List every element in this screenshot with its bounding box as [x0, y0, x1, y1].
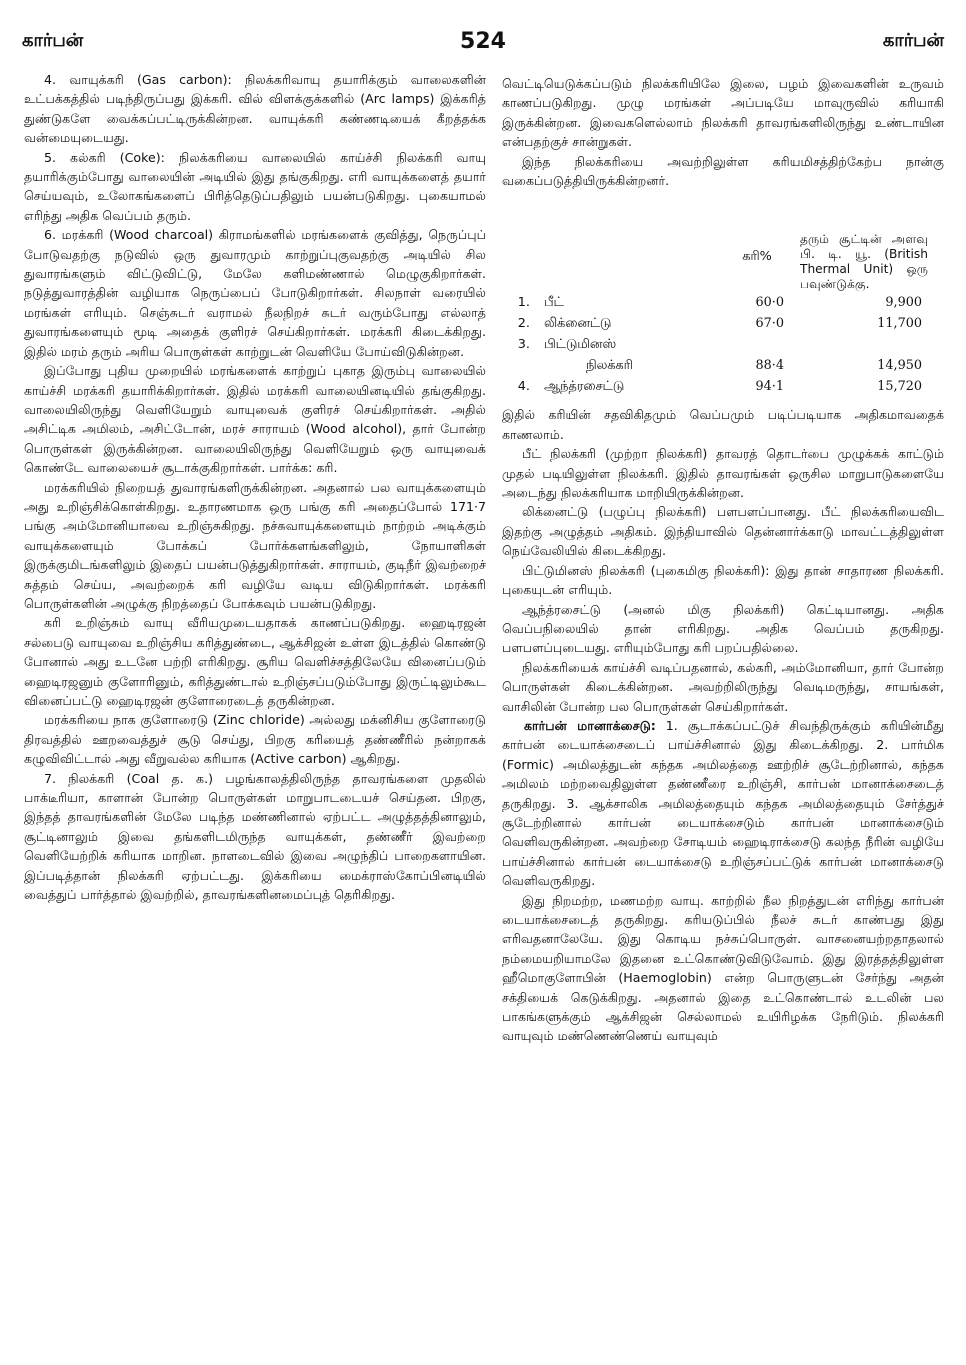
paragraph-fossil-evidence: வெட்டியெடுக்கப்படும் நிலக்கரியிலே இலை, பழம் இவைகளின் உருவம் காணப்படுகிறது. முழு மரங்கள் அப்படியே மாவுருவில் கரியாகி இருக்கின்றன. இவைகளெல்லாம் நிலக்கரி தாவரங்களிலிருந்து உண்டாயின என்பதற்குச் சான்றுகள்.	[502, 76, 944, 150]
coal-name: பீட்	[544, 295, 564, 311]
paragraph-absorption: மரக்கரியில் நிறையத் துவாரங்களிருக்கின்றன. அதனால் பல வாயுக்களையும் அது உறிஞ்சிக்கொள்கிறது. உதாரணமாக ஒரு பங்கு கரி அதைப்போல் 171·7 பங்கு அம்மோனியாவை உறிஞ்சுகிறது. நச்சுவாயுக்களையும் நாற்றம் அடிக்கும் வாயுக்களையும் போக்கப் போர்க்களங்களிலும், நோயாளிகள் இருக்குமிடங்களிலும் இதைப் பயன்படுத்துகிறார்கள். சாராயம், குடிநீர் இவற்றைச் சுத்தம் செய்ய, அவற்றைக் கரி வழியே வடிய விடுகிறார்கள். மரக்கரி பொருள்களின் அழுக்கு நிறத்தைப் போக்கவும் பயன்படுகிறது.	[24, 479, 486, 611]
coal-name: ஆந்த்ரசைட்டு	[544, 379, 625, 395]
paragraph-reactivity: கரி உறிஞ்சும் வாயு வீரியமுடையதாகக் காணப்படுகிறது. ஹைடிரஜன் சல்பைடு வாயுவை உறிஞ்சிய கரித்துண்டை, ஆக்சிஜன் உள்ள இடத்தில் கொண்டு போனால் அது உடனே பற்றி எரிகிறது. சூரிய வெளிச்சத்திலேயே வினைப்படும் ஹைடிரஜனும் குளோரினும், கரித்துண்டால் உறிஞ்சப்படும்போது இருட்டிலும்கூட வினைப்பட்டு ஹைடிரஜன் குளோரைடைத் தருகின்றன.	[24, 615, 486, 708]
paragraph-active-carbon: மரக்கரியை நாக குளோரைடு (Zinc chloride) அல்லது மக்னிசிய குளோரைடு திரவத்தில் ஊறவைத்துச் சூடு செய்து, பிறகு கரியைத் தண்ணீரில் நன்றாகக் கழுவிவிட்டால் அது வீறுவல்ல கரியாக (Active carbon) ஆகிறது.	[24, 712, 486, 767]
paragraph-gas-carbon: 4. வாயுக்கரி (Gas carbon): நிலக்கரிவாயு தயாரிக்கும் வாலைகளின் உட்பக்கத்தில் படிந்திருப்பது இக்கரி. வில் விளக்குக்களில் (Arc lamps) இக்கரித் துண்டுகளே வைக்கப்பட்டிருக்கின்றன. வாயுக்கரி கண்ணடியைக் கீறத்தக்க வன்மையுடையது.	[24, 72, 486, 146]
table-row	[502, 376, 944, 397]
carbon-monoxide-text: 1. சூடாக்கப்பட்டுச் சிவந்திருக்கும் கரியின்மீது கார்பன் டையாக்சைடைப் பாய்ச்சினால் இது கிடைக்கிறது. 2. பார்மிக (Formic) அமிலத்துடன் கந்தக அமிலத்தை ஊற்றிச் சூடேற்றினால், கந்தக அமிலம் மற்றவைதிலுள்ள தண்ணீரை உறிஞ்சி, கார்பன் மானாக்சைடைத் தருகிறது. 3. ஆக்சாலிக அமிலத்தையும் கந்தக அமிலத்தையும் சேர்த்துச் சூடேற்றினால் கார்பன் டையாக்சைடும் கார்பன் மானாக்சைடும் வெளிவருகின்றன. அவற்றை சோடியம் ஹைடிராக்சைடு கலந்த நீரின் வழியே பாய்ச்சினால் கார்பன் டையாக்சைடு உறிஞ்சப்பட்டுக் கார்பன் மானாக்சைடு வெளிவருகிறது.	[502, 717, 944, 889]
paragraph-carbon-monoxide	[502, 716, 944, 891]
paragraph-wood-charcoal: 6. மரக்கரி (Wood charcoal) கிராமங்களில் மரங்களைக் குவித்து, நெருப்புப் போடுவதற்கு நடுவில் ஒரு துவாரமும் காற்றுப்புகுவதற்கு அடியில் சில துவாரங்களும் விட்டுவிட்டு, மேலே களிமண்ணால் மெழுகுகிறார்கள். நடுத்துவாரத்தின் வழியாக நெருப்பைப் போடுகிறார்கள். சிலநாள் வரையில் மரங்கள் எரியும். செஞ்சுடர் வராமல் நீலநிறச் சுடர் வரும்போது எல்லாத் துவாரங்களையும் மூடி அதைக் குளிரச் செய்கிறார்கள். மரக்கரி கிடைக்கிறது. இதில் மரம் தரும் அரிய பொருள்கள் காற்றுடன் வெளியே போய்விடுகின்றன.	[24, 227, 486, 359]
paragraph-anthracite: ஆந்த்ரசைட்டு (அனல் மிகு நிலக்கரி) கெட்டியானது. அதிக வெப்பநிலையில் தான் எரிகிறது. அதிக வெப்பம் தருகிறது. பளபளப்புடையது. எரியும்போது கரி பறப்பதில்லை.	[502, 601, 944, 656]
paragraph-trend: இதில் கரியின் சதவிகிதமும் வெப்பமும் படிப்படியாக அதிகமாவதைக் காணலாம்.	[502, 407, 944, 442]
paragraph-distillation: நிலக்கரியைக் காய்ச்சி வடிப்பதனால், கல்கரி, அம்மோனியா, தார் போன்ற பொருள்கள் கிடைக்கின்றன. அவற்றிலிருந்து வெடிமருந்து, சாயங்கள், வாசிலின் போன்ற பல பொருள்கள் செய்கிறார்கள்.	[502, 659, 944, 714]
carbon-percent: 67·0	[755, 316, 784, 332]
left-column	[24, 70, 486, 1355]
table-header-heat: தரும் சூட்டின் அளவு பி. டி. யூ. (British Thermal Unit) ஒரு பவுண்டுக்கு.	[800, 232, 928, 292]
heat-value: 9,900	[885, 295, 922, 311]
table-header-carbon: கரி%	[742, 249, 772, 265]
paragraph-coal: 7. நிலக்கரி (Coal த. க.) பழங்காலத்திலிருந்த தாவரங்களை முதலில் பாக்டீரியா, காளான் போன்ற பொருள்கள் மாறுபாடடையச் செய்தன. பிறகு, இந்தத் தாவரங்களின் மேலே படிந்த மண்ணினால் ஏற்பட்ட அழுத்தத்தினாலும், சூட்டினாலும் இவை தங்களிடமிருந்த வாயுக்கள், தண்ணீர் இவற்றை வெளியேற்றிக் கரியாக மாறின. நாளடைவில் இவை அழுந்திப் பாறைகளாயின. இப்படித்தான் நிலக்கரி ஏற்பட்டது. இக்கரியை மைக்ராஸ்கோப்பினடியில் வைத்துப் பார்த்தால் இவற்றில், தாவரங்களினமைப்புத் தெரிகிறது.	[24, 770, 486, 903]
row-number: 4.	[517, 379, 530, 395]
heat-value: 11,700	[877, 316, 922, 332]
row-number: 2.	[517, 316, 530, 332]
heat-value: 15,720	[877, 379, 922, 395]
paragraph-coke: 5. கல்கரி (Coke): நிலக்கரியை வாலையில் காய்ச்சி நிலக்கரி வாயு தயாரிக்கும்போது வாலையின் அடியில் இது தங்குகிறது. எரி வாயுக்களைத் தயார் செய்யவும், உலோகங்களைப் பிரித்தெடுப்பதிலும் பயன்படுகிறது. புகையாமல் எரிந்து அதிக வெப்பம் தரும்.	[24, 149, 486, 223]
row-number: 3.	[517, 337, 530, 353]
paragraph-peat: பீட் நிலக்கரி (முற்றா நிலக்கரி) தாவரத் தொடர்பை முழுக்கக் காட்டும் முதல் படியிலுள்ள நிலக்கரி. இதில் தாவரங்கள் ஒருசில மாறுபாடுகளையே அடைந்து நிலக்கரியாக மாறியிருக்கின்றன.	[502, 446, 944, 501]
table-header-row	[502, 196, 944, 292]
table-row	[502, 355, 944, 376]
running-head-left: கார்பன்	[22, 29, 84, 51]
table-row	[502, 334, 944, 355]
right-column	[502, 74, 944, 1355]
paragraph-bituminous: பிட்டுமினஸ் நிலக்கரி (புகைமிகு நிலக்கரி): இது தான் சாதாரண நிலக்கரி. புகையுடன் எரியும்.	[502, 562, 944, 598]
paragraph-classification: இந்த நிலக்கரியை அவற்றிலுள்ள கரியமிசத்திற்கேற்ப நான்கு வகைப்படுத்தியிருக்கின்றனர்.	[502, 153, 944, 189]
carbon-percent: 60·0	[755, 295, 784, 311]
running-head-right: கார்பன்	[882, 29, 944, 51]
coal-name: லிக்னைட்டு	[544, 316, 612, 332]
running-head	[22, 24, 944, 58]
paragraph-properties: இது நிறமற்ற, மணமற்ற வாயு. காற்றில் நீல நிறத்துடன் எரிந்து கார்பன் டையாக்சைடைத் தருகிறது. கரியடுப்பில் நீலச் சுடர் காண்பது இது எரிவதனாலேயே. இது கொடிய நச்சுப்பொருள். வாசனையற்றதாதலால் நம்மையறியாமலே இதனை உட்கொண்டுவிடுவோம். இது இரத்தத்திலுள்ள ஹீமொகுளோபின் (Haemoglobin) என்ற பொருளுடன் சேர்ந்து அதன் சக்தியைக் கெடுக்கிறது. அதனால் இதை உட்கொண்டால் உடலின் பல பாகங்களுக்கும் ஆக்சிஜன் செல்லாமல் உயிரிழக்க நேரிடும். நிலக்கரி வாயுவும் மண்ணெண்ணெய் வாயுவும்	[502, 892, 944, 1044]
section-heading-carbon-monoxide: கார்பன் மானாக்சைடு:	[524, 717, 656, 733]
row-number: 1.	[517, 295, 530, 311]
coal-name: நிலக்கரி	[586, 358, 633, 374]
paragraph-lignite: லிக்னைட்டு (பழுப்பு நிலக்கரி) பளபளப்பானது. பீட் நிலக்கரியைவிட இதற்கு அழுத்தம் அதிகம். இந்தியாவில் தென்னார்க்காடு மாவட்டத்திலுள்ள நெய்வேலியில் கிடைக்கிறது.	[502, 504, 944, 559]
coal-type-table	[502, 196, 944, 397]
table-row	[502, 292, 944, 313]
table-row	[502, 313, 944, 334]
coal-name: பிட்டுமினஸ்	[544, 337, 617, 353]
paragraph-modern-method: இப்போது புதிய முறையில் மரங்களைக் காற்றுப் புகாத இரும்பு வாலையில் காய்ச்சி மரக்கரி தயாரிக்கிறார்கள். இதில் மரக்கரி வாலையினடியில் தங்குகிறது. வாலையிலிருந்து வெளியேறும் வாயுவைக் குளிரச் செய்கிறார்கள். அதில் அசிட்டிக அமிலம், அசிட்டோன், மரச் சாராயம் (Wood alcohol), தார் போன்ற பொருள்கள் இருக்கின்றன. வாலையிலிருந்து வெளியேறும் ஒரு வாயுவைக் கொண்டே வாலையைச் சூடாக்குகிறார்கள். பார்க்க: கரி.	[24, 363, 486, 476]
page-number: 524	[460, 28, 506, 54]
carbon-percent: 94·1	[755, 379, 784, 395]
heat-value: 14,950	[877, 358, 922, 374]
carbon-percent: 88·4	[755, 358, 784, 374]
